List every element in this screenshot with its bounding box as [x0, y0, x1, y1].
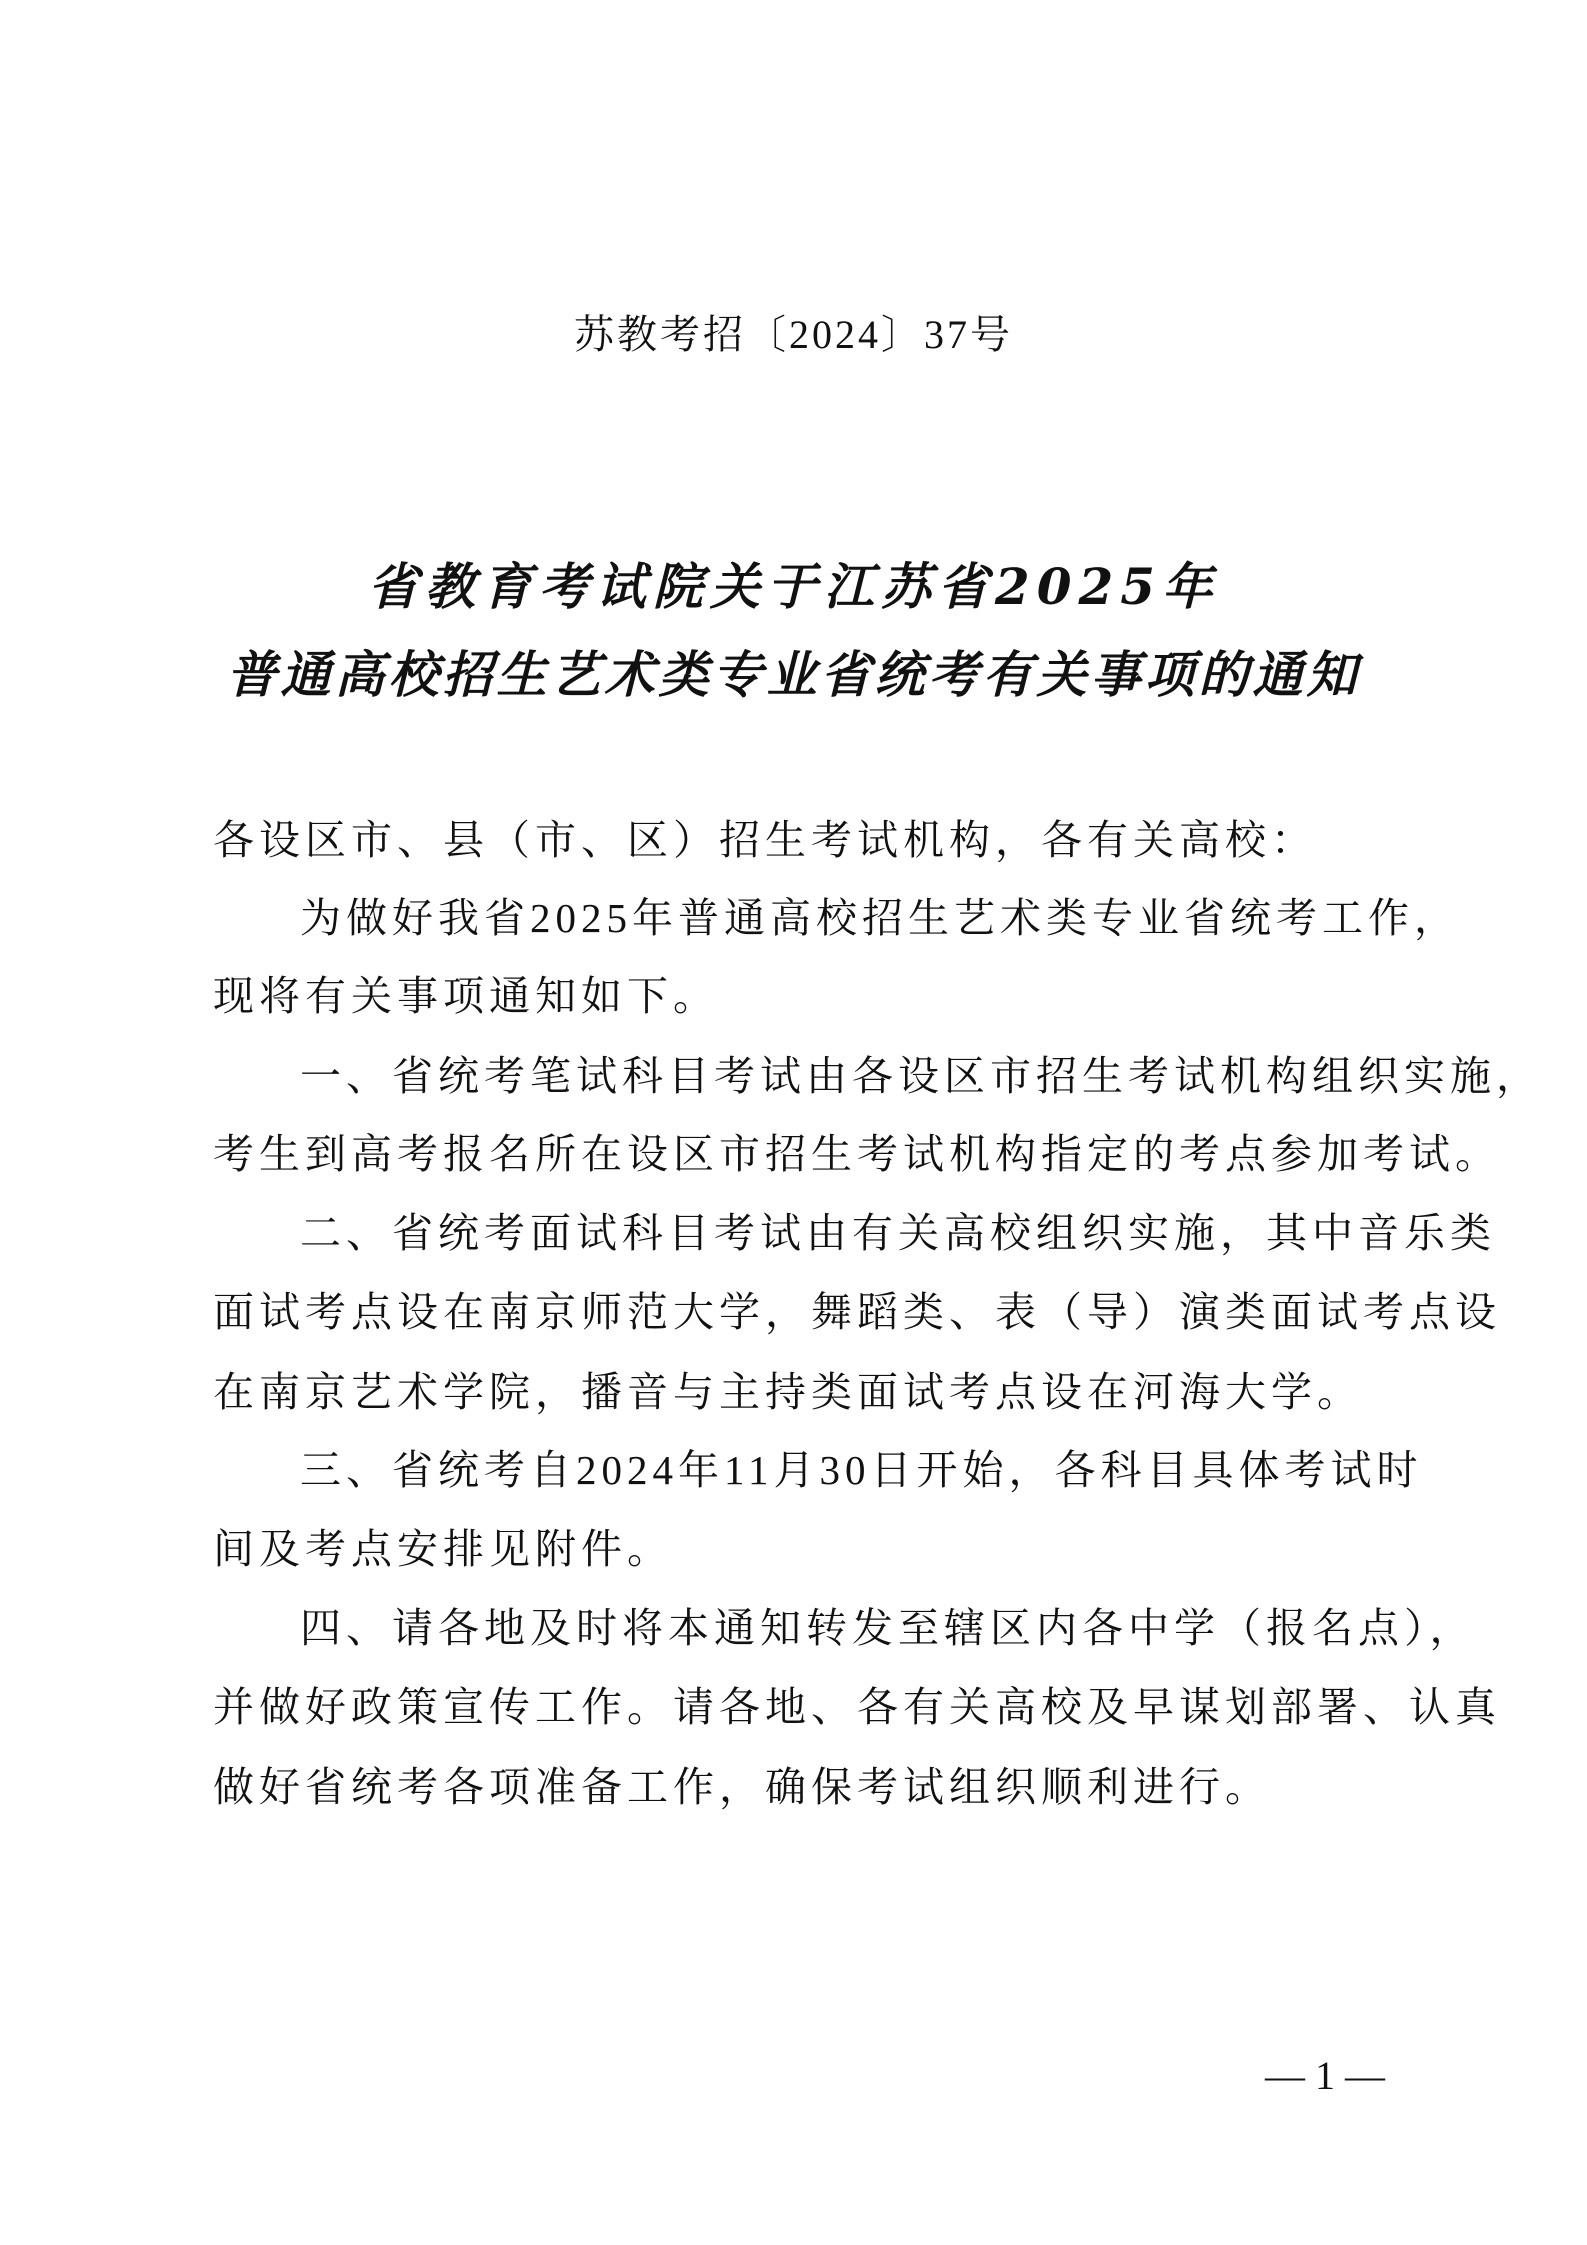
title-line-2: 普通高校招生艺术类专业省统考有关事项的通知 — [226, 645, 1361, 704]
title-line-1: 省教育考试院关于江苏省2025年 — [367, 557, 1220, 616]
page-number: — 1 — — [1265, 2053, 1385, 2098]
body-line-item1-2: 考生到高考报名所在设区市招生考试机构指定的考点参加考试。 — [213, 1131, 1501, 1177]
body-line-item4-1: 四、请各地及时将本通知转发至辖区内各中学（报名点）， — [300, 1605, 1476, 1651]
body-line-item3-2: 间及考点安排见附件。 — [213, 1526, 673, 1572]
body-line-item4-2: 并做好政策宣传工作。请各地、各有关高校及早谋划部署、认真 — [213, 1684, 1501, 1730]
document-number: 苏教考招〔2024〕37号 — [574, 312, 1013, 357]
body-line-item2-3: 在南京艺术学院，播音与主持类面试考点设在河海大学。 — [213, 1369, 1363, 1415]
body-line-intro-1: 为做好我省2025年普通高校招生艺术类专业省统考工作， — [300, 895, 1460, 941]
body-line-item2-2: 面试考点设在南京师范大学，舞蹈类、表（导）演类面试考点设 — [213, 1289, 1501, 1335]
salutation: 各设区市、县（市、区）招生考试机构，各有关高校： — [213, 817, 1317, 863]
body-line-item1-1: 一、省统考笔试科目考试由各设区市招生考试机构组织实施， — [300, 1053, 1542, 1099]
body-line-item2-1: 二、省统考面试科目考试由有关高校组织实施，其中音乐类 — [300, 1210, 1496, 1256]
body-line-intro-2: 现将有关事项通知如下。 — [213, 973, 719, 1019]
body-line-item3-1: 三、省统考自2024年11月30日开始，各科目具体考试时 — [300, 1447, 1423, 1493]
body-line-item4-3: 做好省统考各项准备工作，确保考试组织顺利进行。 — [213, 1764, 1271, 1810]
